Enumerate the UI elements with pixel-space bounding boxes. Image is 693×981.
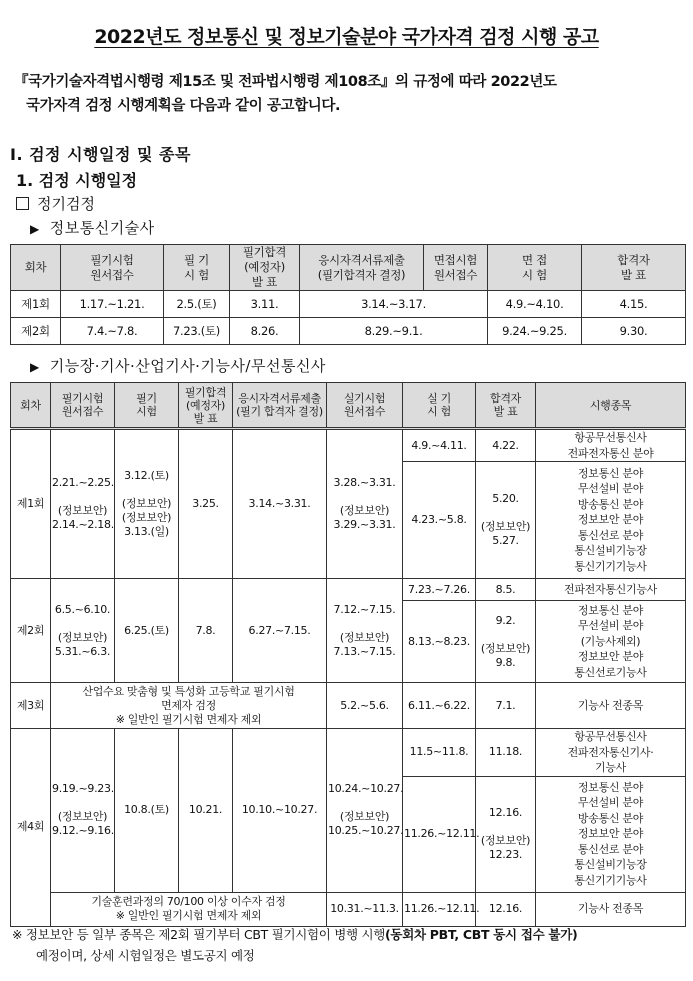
category-cell: 항공무선통신사 전파전자통신기사· 기능사 bbox=[536, 729, 686, 777]
round-cell: 제3회 bbox=[11, 683, 51, 729]
table-cell: 3.11. bbox=[230, 291, 300, 318]
table-cell: 9.2. (정보보안) 9.8. bbox=[476, 601, 536, 683]
table-cell: 4.22. bbox=[476, 429, 536, 462]
table-cell: 4.23.~5.8. bbox=[403, 462, 476, 579]
table-cell: 3.25. bbox=[179, 429, 233, 579]
schedule-table-professional-engineer bbox=[10, 244, 686, 345]
note-text-2: 예정이며, 상세 시험일정은 별도공지 예정 bbox=[36, 948, 255, 963]
intro-line-1: 『국가기술자격법시행령 제15조 및 전파법시행령 제108조』의 규정에 따라 2022년도 bbox=[14, 74, 557, 90]
table-cell: 7.23.(토) bbox=[164, 318, 230, 345]
triangle-bullet-icon: ▶ bbox=[30, 360, 40, 374]
table-cell: 12.16. (정보보안) 12.23. bbox=[476, 776, 536, 892]
table-cell: 7.8. bbox=[179, 579, 233, 683]
header-cell: 합격자 발 표 bbox=[582, 245, 686, 291]
footnote bbox=[12, 924, 687, 966]
table-cell: 6.27.~7.15. bbox=[233, 579, 327, 683]
header-cell: 합격자 발 표 bbox=[476, 383, 536, 429]
table-row bbox=[11, 729, 686, 777]
table-row bbox=[11, 318, 686, 345]
table-cell: 4.9.~4.10. bbox=[488, 291, 582, 318]
table-cell: 8.26. bbox=[230, 318, 300, 345]
category-cell: 전파전자통신기능사 bbox=[536, 579, 686, 601]
category-cell: 정보통신 분야 무선설비 분야 방송통신 분야 정보보안 분야 통신선로 분야 통신설비기능장 통신기기기능사 bbox=[536, 462, 686, 579]
round-cell: 제2회 bbox=[11, 579, 51, 683]
table-cell: 7.23.~7.26. bbox=[403, 579, 476, 601]
header-cell: 필기시험 원서접수 bbox=[61, 245, 164, 291]
table-cell: 7.1. bbox=[476, 683, 536, 729]
t2-heading: ▶ 기능장·기사·산업기사·기능사/무선통신사 bbox=[30, 357, 326, 375]
table-cell: 1.17.~1.21. bbox=[61, 291, 164, 318]
subsection-heading: 1. 검정 시행일정 bbox=[16, 171, 138, 190]
table-cell: 11.26.~12.11. bbox=[403, 776, 476, 892]
table-cell: 11.5~11.8. bbox=[403, 729, 476, 777]
table-cell: 3.14.~3.17. bbox=[300, 291, 488, 318]
header-cell: 시행종목 bbox=[536, 383, 686, 429]
note-bold: (동회차 PBT, CBT 동시 접수 불가) bbox=[385, 927, 578, 942]
table-cell: 7.12.~7.15. (정보보안) 7.13.~7.15. bbox=[327, 579, 403, 683]
category-cell: 정보통신 분야 무선설비 분야 방송통신 분야 정보보안 분야 통신선로 분야 통신설비기능장 통신기기기능사 bbox=[536, 776, 686, 892]
table-cell: 10.8.(토) bbox=[115, 729, 179, 893]
table-cell: 4.15. bbox=[582, 291, 686, 318]
table-cell: 6.5.~6.10. (정보보안) 5.31.~6.3. bbox=[51, 579, 115, 683]
table-cell: 10.21. bbox=[179, 729, 233, 893]
round-cell: 제1회 bbox=[11, 291, 61, 318]
header-cell: 실기시험 원서접수 bbox=[327, 383, 403, 429]
table-cell: 3.28.~3.31. (정보보안) 3.29.~3.31. bbox=[327, 429, 403, 579]
header-cell: 필기 시험 bbox=[115, 383, 179, 429]
category-cell: 기능사 전종목 bbox=[536, 683, 686, 729]
table-cell: 8.29.~9.1. bbox=[300, 318, 488, 345]
round-cell: 제1회 bbox=[11, 429, 51, 579]
table-cell: 3.14.~3.31. bbox=[233, 429, 327, 579]
table-cell: 6.11.~6.22. bbox=[403, 683, 476, 729]
header-cell: 응시자격서류제출 (필기합격자 결정) bbox=[300, 245, 424, 291]
regular-exam-heading: 정기검정 bbox=[16, 193, 95, 214]
table-cell: 12.16. bbox=[476, 892, 536, 926]
header-cell: 실 기 시 험 bbox=[403, 383, 476, 429]
table-cell: 9.30. bbox=[582, 318, 686, 345]
merged-cell: 기술훈련과정의 70/100 이상 이수자 검정 ※ 일반인 필기시험 면제자 제외 bbox=[51, 892, 327, 926]
table-cell: 9.24.~9.25. bbox=[488, 318, 582, 345]
table-cell: 7.4.~7.8. bbox=[61, 318, 164, 345]
header-cell: 면접시험 원서접수 bbox=[424, 245, 488, 291]
round-cell: 제4회 bbox=[11, 729, 51, 927]
header-cell: 응시자격서류제출 (필기 합격자 결정) bbox=[233, 383, 327, 429]
table-cell: 5.2.~5.6. bbox=[327, 683, 403, 729]
table-cell: 10.10.~10.27. bbox=[233, 729, 327, 893]
header-cell: 필기합격 (예정자) 발 표 bbox=[230, 245, 300, 291]
header-cell: 회차 bbox=[11, 383, 51, 429]
table-cell: 5.20. (정보보안) 5.27. bbox=[476, 462, 536, 579]
checkbox-square-icon bbox=[16, 197, 29, 210]
t1-heading: ▶ 정보통신기술사 bbox=[30, 219, 155, 237]
table-cell: 9.19.~9.23. (정보보안) 9.12.~9.16. bbox=[51, 729, 115, 893]
table-cell: 8.13.~8.23. bbox=[403, 601, 476, 683]
table-cell: 2.21.~2.25. (정보보안) 2.14.~2.18. bbox=[51, 429, 115, 579]
category-cell: 기능사 전종목 bbox=[536, 892, 686, 926]
header-cell: 필기합격 (예정자) 발 표 bbox=[179, 383, 233, 429]
header-cell: 필 기 시 험 bbox=[164, 245, 230, 291]
page-title: 2022년도 정보통신 및 정보기술분야 국가자격 검정 시행 공고 bbox=[94, 26, 599, 48]
table-cell: 8.5. bbox=[476, 579, 536, 601]
triangle-bullet-icon: ▶ bbox=[30, 222, 40, 236]
section-heading: Ⅰ. 검정 시행일정 및 종목 bbox=[10, 145, 191, 164]
schedule-table-technician bbox=[10, 382, 686, 927]
header-cell: 면 접 시 험 bbox=[488, 245, 582, 291]
header-cell: 회차 bbox=[11, 245, 61, 291]
table-cell: 10.31.~11.3. bbox=[327, 892, 403, 926]
table-row bbox=[11, 291, 686, 318]
intro-line-2: 국가자격 검정 시행계획을 다음과 같이 공고합니다. bbox=[26, 98, 341, 114]
intro-paragraph bbox=[14, 70, 684, 118]
table-cell: 11.18. bbox=[476, 729, 536, 777]
category-cell: 항공무선통신사 전파전자통신 분야 bbox=[536, 429, 686, 462]
note-text: 정보보안 등 일부 종목은 제2회 필기부터 CBT 필기시험이 병행 시행 bbox=[25, 927, 386, 942]
table-row bbox=[11, 892, 686, 926]
table-cell: 3.12.(토) (정보보안) (정보보안) 3.13.(일) bbox=[115, 429, 179, 579]
table-row bbox=[11, 429, 686, 462]
table-cell: 6.25.(토) bbox=[115, 579, 179, 683]
note-mark: ※ bbox=[12, 927, 23, 942]
header-cell: 필기시험 원서접수 bbox=[51, 383, 115, 429]
table-cell: 2.5.(토) bbox=[164, 291, 230, 318]
table-row bbox=[11, 579, 686, 601]
category-cell: 정보통신 분야 무선설비 분야 (기능사제외) 정보보안 분야 통신선로기능사 bbox=[536, 601, 686, 683]
merged-cell: 산업수요 맞춤형 및 특성화 고등학교 필기시험 면제자 검정 ※ 일반인 필기시험 면제자 제외 bbox=[51, 683, 327, 729]
round-cell: 제2회 bbox=[11, 318, 61, 345]
table-cell: 4.9.~4.11. bbox=[403, 429, 476, 462]
table-row bbox=[11, 683, 686, 729]
table-cell: 10.24.~10.27. (정보보안) 10.25.~10.27. bbox=[327, 729, 403, 893]
table-cell: 11.26.~12.11. bbox=[403, 892, 476, 926]
